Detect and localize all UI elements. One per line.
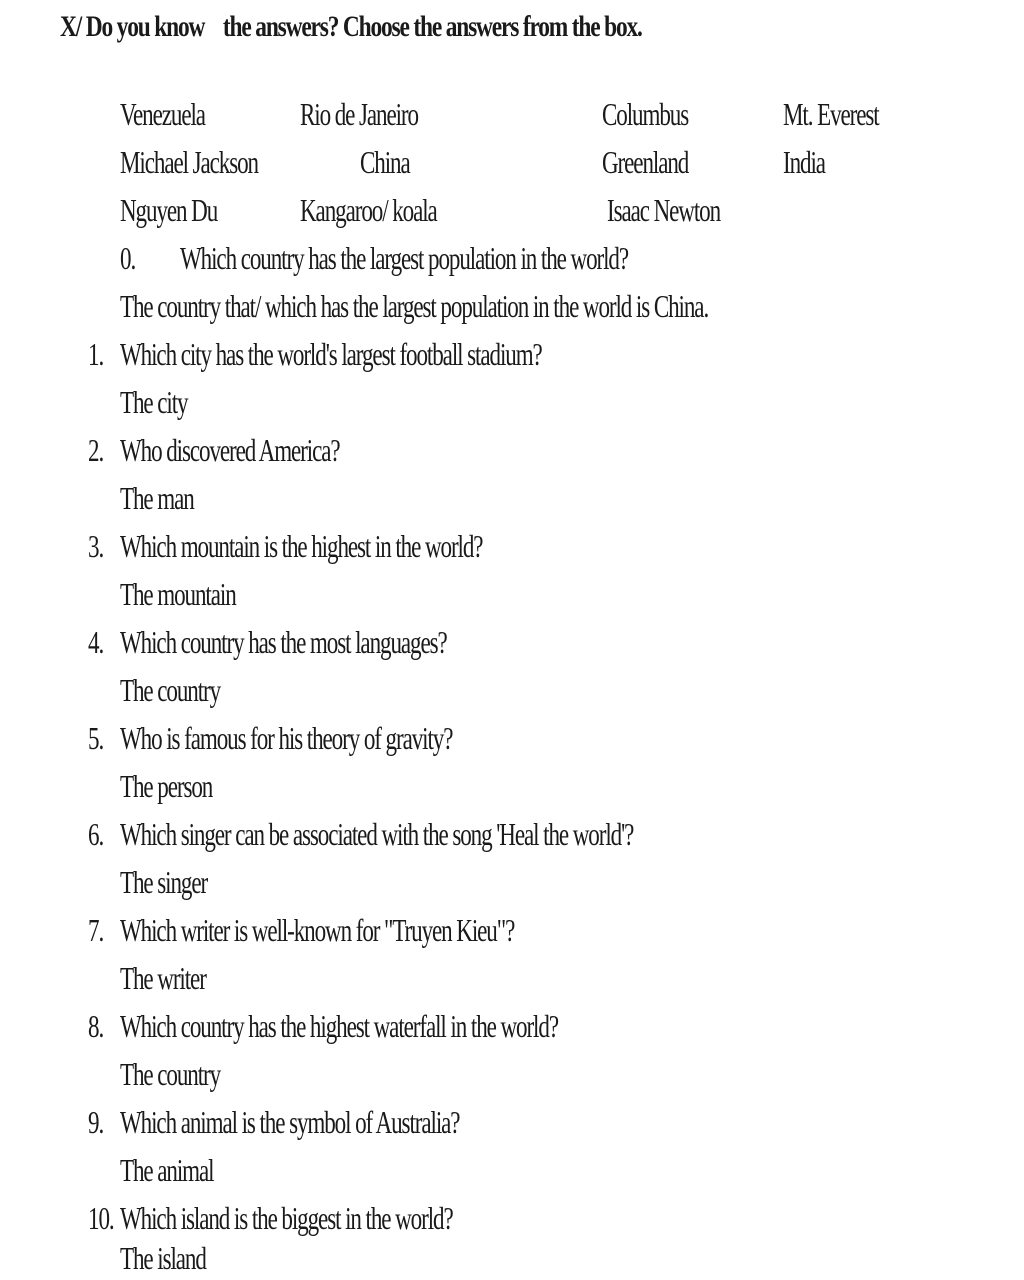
item-number: 4. xyxy=(88,624,104,660)
item-question: Which city has the world's largest football stadium? xyxy=(120,336,542,372)
box-word: India xyxy=(783,144,825,180)
box-word: Kangaroo/ koala xyxy=(300,192,437,228)
item-question: Which animal is the symbol of Australia? xyxy=(120,1104,460,1140)
box-word: Mt. Everest xyxy=(783,96,879,132)
item-question: Which country has the highest waterfall in the world? xyxy=(120,1008,558,1044)
box-word: Columbus xyxy=(602,96,689,132)
exercise-title: X/ Do you know the answers? Choose the answers from the box. xyxy=(60,10,642,43)
item-answer-stem: The country xyxy=(120,672,221,708)
item-number: 2. xyxy=(88,432,104,468)
box-word: Rio de Janeiro xyxy=(300,96,418,132)
item-question: Which country has the most languages? xyxy=(120,624,447,660)
box-word: Michael Jackson xyxy=(120,144,258,180)
item-number: 6. xyxy=(88,816,104,852)
item-number: 9. xyxy=(88,1104,104,1140)
item-question: Which island is the biggest in the world? xyxy=(120,1200,453,1236)
example-answer: The country that/ which has the largest population in the world is China. xyxy=(120,288,709,324)
item-answer-stem: The man xyxy=(120,480,194,516)
example-question: Which country has the largest population in the world? xyxy=(180,240,629,276)
item-number: 3. xyxy=(88,528,104,564)
item-answer-stem: The country xyxy=(120,1056,221,1092)
example-number: 0. xyxy=(120,240,136,276)
item-number: 7. xyxy=(88,912,104,948)
item-answer-stem: The person xyxy=(120,768,213,804)
item-answer-stem: The singer xyxy=(120,864,208,900)
item-answer-stem: The mountain xyxy=(120,576,236,612)
item-number: 1. xyxy=(88,336,104,372)
item-answer-stem: The island xyxy=(120,1240,206,1276)
box-word: China xyxy=(360,144,410,180)
item-question: Which singer can be associated with the song 'Heal the world'? xyxy=(120,816,634,852)
item-number: 5. xyxy=(88,720,104,756)
box-word: Greenland xyxy=(602,144,689,180)
item-question: Which mountain is the highest in the world? xyxy=(120,528,483,564)
item-question: Who is famous for his theory of gravity? xyxy=(120,720,453,756)
box-word: Nguyen Du xyxy=(120,192,218,228)
box-word: Venezuela xyxy=(120,96,205,132)
item-answer-stem: The city xyxy=(120,384,188,420)
item-question: Who discovered America? xyxy=(120,432,340,468)
item-answer-stem: The animal xyxy=(120,1152,214,1188)
item-number: 8. xyxy=(88,1008,104,1044)
box-word: Isaac Newton xyxy=(607,192,721,228)
item-answer-stem: The writer xyxy=(120,960,206,996)
item-number: 10. xyxy=(88,1200,114,1236)
item-question: Which writer is well-known for "Truyen Kieu"? xyxy=(120,912,515,948)
